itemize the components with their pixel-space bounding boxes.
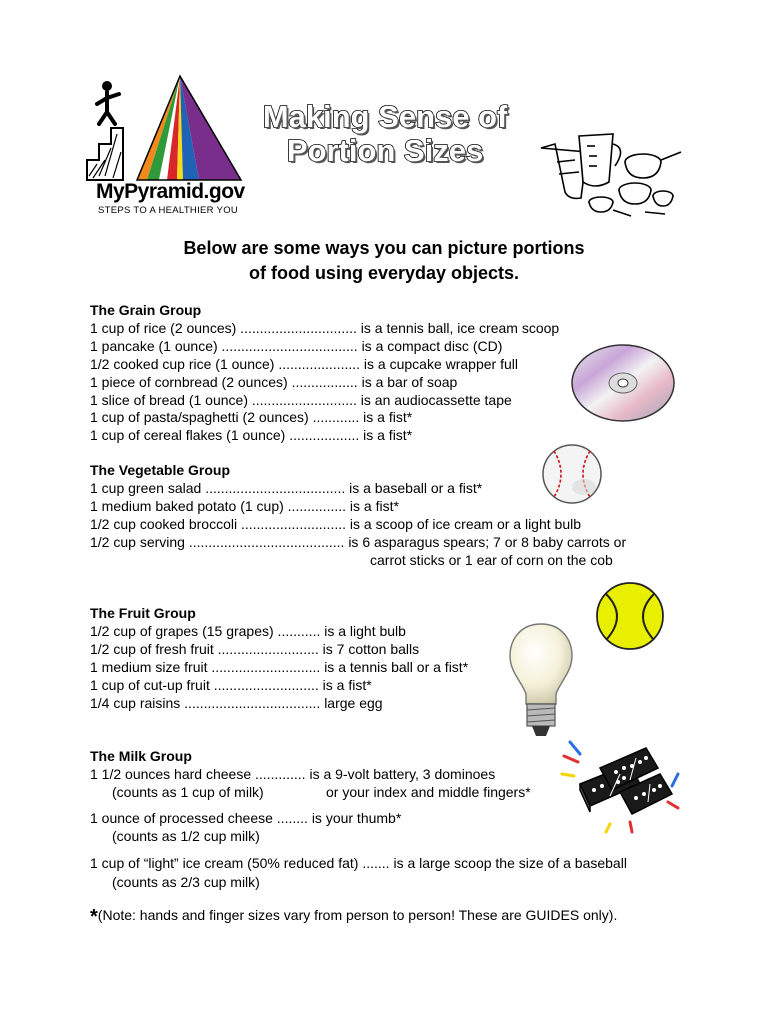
list-item-note: (counts as 1/2 cup milk) [112,828,260,844]
fruit-group-heading: The Fruit Group [90,605,196,621]
page-title [220,100,550,168]
logo-name[interactable]: MyPyramid.gov [96,180,245,203]
baseball-icon [540,443,604,505]
title-line-2: Portion Sizes [286,133,484,168]
milk-group-heading: The Milk Group [90,748,192,764]
list-item-continuation: carrot sticks or 1 ear of corn on the cob [370,552,613,568]
list-item-note-equiv: or your index and middle fingers* [326,784,531,800]
list-item: 1/2 cup of fresh fruit .......................... is 7 cotton balls [90,641,420,657]
list-item: 1 ounce of processed cheese ........ is your thumb* [90,810,402,826]
list-item: 1 medium size fruit ............................ is a tennis ball or a fist* [90,659,469,675]
intro-line-2: of food using everyday objects. [248,263,520,283]
list-item: 1/2 cup of grapes (15 grapes) ........... is a light bulb [90,623,406,639]
logo-tagline: STEPS TO A HEALTHIER YOU [98,205,239,216]
list-item: 1/4 cup raisins ................................... large egg [90,695,383,711]
list-item: 1 cup of cut-up fruit ........................... is a fist* [90,677,372,693]
list-item-note: (counts as 2/3 cup milk) [112,874,260,890]
intro-text [0,236,768,286]
list-item: 1 pancake (1 ounce) ................................... is a compact disc (CD) [90,338,503,354]
dominoes-icon [560,738,680,834]
list-item: 1/2 cup cooked broccoli ........................... is a scoop of ice cream or a light bulb [90,516,582,532]
list-item: 1/2 cooked cup rice (1 ounce) ..................... is a cupcake wrapper full [90,356,518,372]
list-item-note: (counts as 1 cup of milk) [112,784,264,800]
list-item: 1 piece of cornbread (2 ounces) ................. is a bar of soap [90,374,458,390]
list-item: 1 slice of bread (1 ounce) ........................... is an audiocassette tape [90,392,512,408]
vegetable-group-heading: The Vegetable Group [90,462,231,478]
list-item: 1 cup of pasta/spaghetti (2 ounces) ............ is a fist* [90,409,413,425]
tennis-ball-icon [594,580,666,652]
list-item: 1 cup of cereal flakes (1 ounce) .................. is a fist* [90,427,413,443]
footnote-mark: * [90,906,98,928]
list-item: 1 1/2 ounces hard cheese ............. is a 9-volt battery, 3 dominoes [90,766,496,782]
list-item: 1 cup of rice (2 ounces) .............................. is a tennis ball, ice cream scoop [90,320,560,336]
intro-line-1: Below are some ways you can picture portions [183,238,585,258]
compact-disc-icon [570,342,676,424]
list-item: 1 cup of “light” ice cream (50% reduced fat) ....... is a large scoop the size of a baseball [90,855,627,871]
list-item: 1 cup green salad .................................... is a baseball or a fist* [90,480,483,496]
footnote [90,906,617,929]
light-bulb-icon [508,622,574,740]
grain-group-heading: The Grain Group [90,302,202,318]
footnote-text: (Note: hands and finger sizes vary from person to person! These are GUIDES only). [97,907,618,923]
measuring-cups-icon [535,122,685,220]
title-line-1: Making Sense of [262,99,508,134]
list-item: 1 medium baked potato (1 cup) ............... is a fist* [90,498,399,514]
list-item: 1/2 cup serving ........................................ is 6 asparagus spears; 7 or 8 baby carrots or [90,534,627,550]
